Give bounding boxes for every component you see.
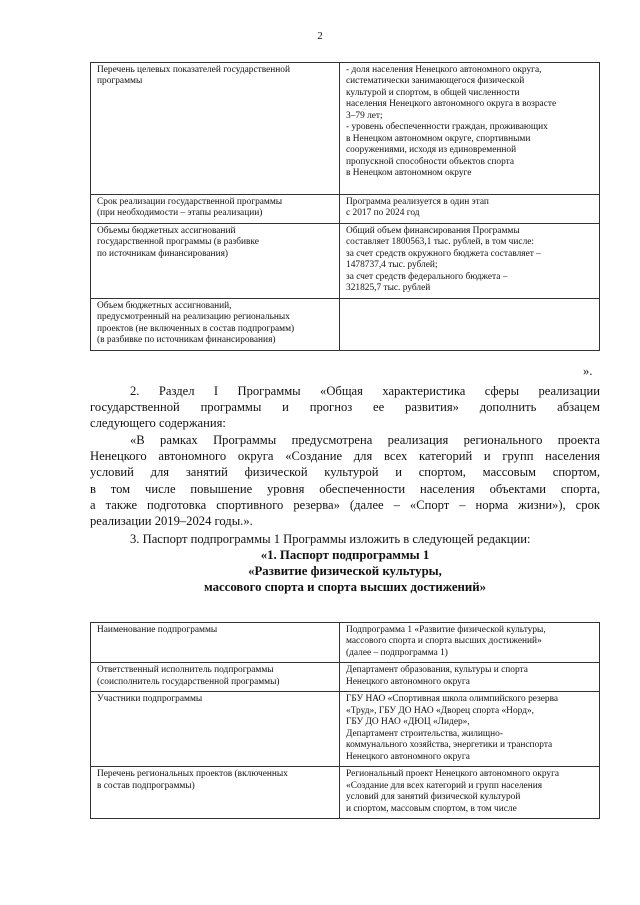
- table-row: [91, 195, 600, 224]
- paragraph-section-3: 3. Паспорт подпрограммы 1 Программы изложить в следующей редакции:: [130, 532, 531, 546]
- closing-quote: ».: [583, 364, 593, 378]
- row-value: ГБУ НАО «Спортивная школа олимпийского резерва «Труд», ГБУ ДО НАО «Дворец спорта «Норд», ГБУ ДО НАО «ДЮЦ «Лидер», Департамент строительства, жилищно- коммунального хозяйства, энергетики и транспорта Ненецкого автономного округа: [340, 692, 600, 767]
- row-value: Программа реализуется в один этап с 2017 по 2024 год: [340, 195, 600, 224]
- subprogram-heading: «1. Паспорт подпрограммы 1 «Развитие физической культуры, массового спорта и спорта высших достижений»: [203, 548, 487, 594]
- row-label: Наименование подпрограммы: [91, 623, 340, 663]
- row-value: Подпрограмма 1 «Развитие физической культуры, массового спорта и спорта высших достижений» (далее – подпрограмма 1): [340, 623, 600, 663]
- subprogram-passport-table: [90, 622, 600, 819]
- paragraph-quote: «В рамках Программы предусмотрена реализация регионального проекта Ненецкого автономного округа «Создание для всех категорий и групп населения условий для занятий физической культурой и спортом, массовым спортом, в том числе повышение уровня обеспеченности населения объектами спорта, а также подготовка спортивного резерва» (далее – «Спорт – норма жизни»), срок реализации 2019–2024 годы.».: [90, 433, 600, 529]
- table-row: [91, 623, 600, 663]
- row-label: Срок реализации государственной программы (при необходимости – этапы реализации): [91, 195, 340, 224]
- paragraph-section-2: 2. Раздел I Программы «Общая характеристика сферы реализации государственной программы и прогноз ее развития» дополнить абзацем следующего содержания:: [90, 384, 600, 431]
- row-label: Перечень региональных проектов (включенных в состав подпрограммы): [91, 767, 340, 819]
- table-row: [91, 63, 600, 195]
- table-row: [91, 692, 600, 767]
- row-label: Объемы бюджетных ассигнований государственной программы (в разбивке по источникам финансирования): [91, 223, 340, 298]
- row-label: Участники подпрограммы: [91, 692, 340, 767]
- program-passport-table: [90, 62, 600, 351]
- table-row: [91, 767, 600, 819]
- row-value: - доля населения Ненецкого автономного округа, систематически занимающегося физической культурой и спортом, в общей численности населения Ненецкого автономного округа в возрасте 3–79 лет; - уровень обеспеченности граждан, проживающих в Ненецком автономном округе, спортивными сооружениями, исходя из единовременной пропускной способности объектов спорта в Ненецком автономном округе: [340, 63, 600, 195]
- table-row: [91, 223, 600, 298]
- row-value: Департамент образования, культуры и спорта Ненецкого автономного округа: [340, 663, 600, 692]
- table-row: [91, 663, 600, 692]
- row-value: Общий объем финансирования Программы составляет 1800563,1 тыс. рублей, в том числе: за счет средств окружного бюджета составляет – 1478737,4 тыс. рублей; за счет средств федерального бюджета – 321825,7 тыс. рублей: [340, 223, 600, 298]
- row-label: Перечень целевых показателей государственной программы: [91, 63, 340, 195]
- table-row: [91, 298, 600, 350]
- row-label: Ответственный исполнитель подпрограммы (соисполнитель государственной программы): [91, 663, 340, 692]
- row-value: [340, 298, 600, 350]
- row-value: Региональный проект Ненецкого автономного округа «Создание для всех категорий и групп населения условий для занятий физической культурой и спортом, массовым спортом, в том числе: [340, 767, 600, 819]
- page-number: 2: [317, 30, 323, 42]
- row-label: Объем бюджетных ассигнований, предусмотренный на реализацию региональных проектов (не включенных в состав подпрограмм) (в разбивке по источникам финансирования): [91, 298, 340, 350]
